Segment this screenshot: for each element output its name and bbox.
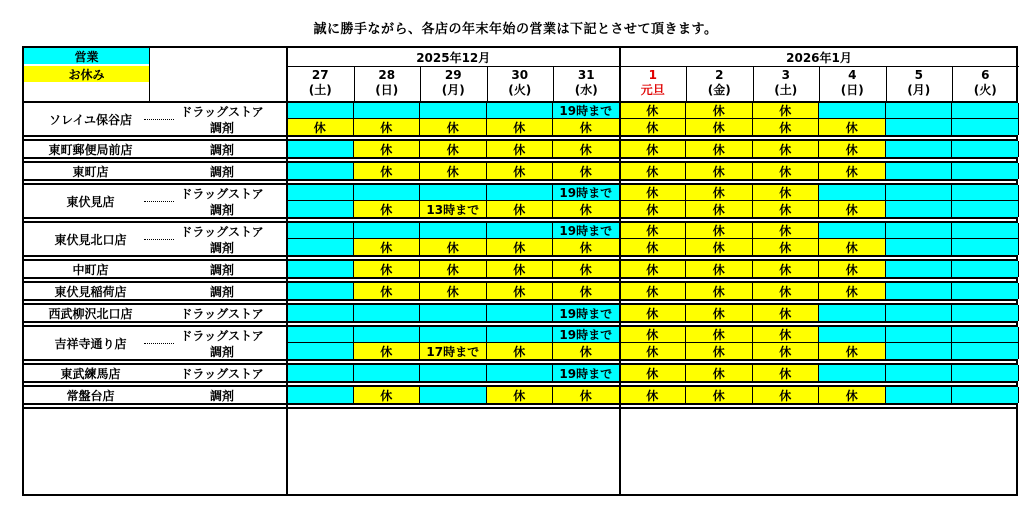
closed-cell: 休 — [553, 163, 620, 179]
open-cell — [487, 327, 554, 343]
store-name: 東伏見稲荷店 — [54, 284, 127, 299]
store-name: 吉祥寺通り店 — [54, 336, 127, 351]
day-header — [886, 66, 953, 100]
open-cell — [287, 365, 354, 381]
open-cell — [287, 305, 354, 321]
open-cell — [354, 223, 421, 239]
day-header — [420, 66, 487, 100]
closed-cell: 休 — [753, 103, 820, 119]
store-name: 東武練馬店 — [60, 366, 121, 381]
day-of-week: (火) — [973, 83, 997, 97]
open-cell — [952, 201, 1019, 217]
open-cell — [287, 261, 354, 277]
open-cell — [952, 387, 1019, 403]
closed-cell: 休 — [686, 305, 753, 321]
column-divider — [354, 66, 355, 101]
store-name: 東町店 — [72, 164, 109, 179]
month-header: 2026年1月 — [786, 50, 852, 65]
department-label: 調剤 — [209, 284, 234, 299]
column-divider — [886, 66, 887, 101]
hours-cell: 19時まで — [553, 327, 620, 343]
day-of-week: (土) — [774, 83, 798, 97]
closed-cell: 休 — [753, 343, 820, 359]
schedule-table — [22, 46, 1018, 496]
open-cell — [819, 103, 886, 119]
open-cell — [420, 185, 487, 201]
closed-cell: 休 — [753, 185, 820, 201]
store-name: 東伏見北口店 — [54, 232, 127, 247]
open-cell — [287, 343, 354, 359]
row-separator — [24, 403, 1016, 409]
closed-cell: 休 — [620, 119, 687, 135]
closed-cell: 休 — [487, 163, 554, 179]
open-cell — [420, 103, 487, 119]
closed-cell: 休 — [753, 119, 820, 135]
closed-cell: 休 — [686, 223, 753, 239]
open-cell — [886, 119, 953, 135]
column-divider — [487, 66, 488, 101]
closed-cell: 休 — [553, 387, 620, 403]
closed-cell: 休 — [553, 119, 620, 135]
closed-cell: 休 — [753, 305, 820, 321]
column-divider — [952, 66, 953, 101]
closed-cell: 休 — [420, 239, 487, 255]
closed-cell: 休 — [686, 327, 753, 343]
open-cell — [287, 387, 354, 403]
closed-cell: 休 — [819, 141, 886, 157]
hours-cell: 13時まで — [420, 201, 487, 217]
open-cell — [287, 141, 354, 157]
department-label: 調剤 — [209, 262, 234, 277]
closed-cell: 休 — [686, 185, 753, 201]
closed-cell: 休 — [487, 261, 554, 277]
closed-cell: 休 — [819, 239, 886, 255]
closed-cell: 休 — [620, 239, 687, 255]
closed-cell: 休 — [487, 239, 554, 255]
closed-cell: 休 — [753, 239, 820, 255]
open-cell — [420, 365, 487, 381]
closed-cell: 休 — [686, 163, 753, 179]
department-label: ドラッグストア — [180, 224, 264, 239]
day-date: 2 — [715, 68, 724, 82]
department-label: 調剤 — [209, 142, 234, 157]
open-cell — [287, 283, 354, 299]
open-cell — [886, 283, 953, 299]
closed-cell: 休 — [686, 103, 753, 119]
closed-cell: 休 — [354, 239, 421, 255]
closed-cell: 休 — [420, 283, 487, 299]
open-cell — [354, 365, 421, 381]
department-label: 調剤 — [209, 240, 234, 255]
closed-cell: 休 — [753, 327, 820, 343]
store-name: ソレイユ保谷店 — [49, 112, 132, 127]
open-cell — [287, 103, 354, 119]
closed-cell: 休 — [553, 201, 620, 217]
closed-cell: 休 — [487, 387, 554, 403]
store-name: 東伏見店 — [66, 194, 115, 209]
department-label: 調剤 — [209, 120, 234, 135]
closed-cell: 休 — [819, 283, 886, 299]
closed-cell: 休 — [686, 343, 753, 359]
hours-cell: 19時まで — [553, 305, 620, 321]
closed-cell: 休 — [354, 387, 421, 403]
open-cell — [420, 387, 487, 403]
column-divider — [753, 66, 754, 101]
day-date: 3 — [781, 68, 790, 82]
open-cell — [886, 365, 953, 381]
closed-cell: 休 — [753, 201, 820, 217]
column-divider — [286, 48, 288, 494]
legend-closed: お休み — [24, 66, 149, 82]
open-cell — [952, 305, 1019, 321]
closed-cell: 休 — [753, 223, 820, 239]
closed-cell: 休 — [620, 103, 687, 119]
open-cell — [952, 239, 1019, 255]
day-header — [686, 66, 753, 100]
open-cell — [819, 365, 886, 381]
day-of-week: (日) — [375, 83, 399, 97]
open-cell — [487, 365, 554, 381]
closed-cell: 休 — [354, 201, 421, 217]
closed-cell: 休 — [287, 119, 354, 135]
hours-cell: 19時まで — [553, 185, 620, 201]
closed-cell: 休 — [686, 387, 753, 403]
open-cell — [287, 163, 354, 179]
open-cell — [354, 327, 421, 343]
closed-cell: 休 — [819, 119, 886, 135]
open-cell — [354, 305, 421, 321]
column-divider — [686, 66, 687, 101]
open-cell — [487, 103, 554, 119]
closed-cell: 休 — [620, 141, 687, 157]
open-cell — [886, 387, 953, 403]
open-cell — [420, 223, 487, 239]
open-cell — [952, 163, 1019, 179]
open-cell — [952, 141, 1019, 157]
day-header — [753, 66, 820, 100]
open-cell — [819, 305, 886, 321]
open-cell — [287, 223, 354, 239]
closed-cell: 休 — [620, 305, 687, 321]
hours-cell: 19時まで — [553, 103, 620, 119]
closed-cell: 休 — [686, 201, 753, 217]
department-label: 調剤 — [209, 344, 234, 359]
department-label: ドラッグストア — [180, 186, 264, 201]
open-cell — [420, 327, 487, 343]
closed-cell: 休 — [620, 343, 687, 359]
department-label: ドラッグストア — [180, 104, 264, 119]
department-label: 調剤 — [209, 388, 234, 403]
day-date: 1 — [648, 68, 657, 82]
hours-cell: 17時まで — [420, 343, 487, 359]
closed-cell: 休 — [753, 365, 820, 381]
closed-cell: 休 — [753, 141, 820, 157]
open-cell — [287, 327, 354, 343]
open-cell — [886, 343, 953, 359]
open-cell — [287, 185, 354, 201]
open-cell — [952, 223, 1019, 239]
closed-cell: 休 — [819, 261, 886, 277]
hours-cell: 19時まで — [553, 365, 620, 381]
day-date: 31 — [577, 68, 595, 82]
open-cell — [886, 185, 953, 201]
closed-cell: 休 — [553, 343, 620, 359]
open-cell — [420, 305, 487, 321]
closed-cell: 休 — [686, 283, 753, 299]
open-cell — [886, 103, 953, 119]
open-cell — [487, 305, 554, 321]
open-cell — [354, 185, 421, 201]
column-divider — [819, 66, 820, 101]
closed-cell: 休 — [487, 201, 554, 217]
closed-cell: 休 — [553, 261, 620, 277]
column-divider — [420, 66, 421, 101]
closed-cell: 休 — [354, 141, 421, 157]
day-date: 4 — [848, 68, 857, 82]
day-header — [620, 66, 687, 100]
open-cell — [819, 223, 886, 239]
month-divider-v — [619, 48, 621, 494]
closed-cell: 休 — [753, 387, 820, 403]
closed-cell: 休 — [420, 119, 487, 135]
closed-cell: 休 — [420, 141, 487, 157]
closed-cell: 休 — [686, 365, 753, 381]
closed-cell: 休 — [753, 261, 820, 277]
day-date: 6 — [981, 68, 990, 82]
open-cell — [952, 343, 1019, 359]
open-cell — [886, 327, 953, 343]
closed-cell: 休 — [420, 261, 487, 277]
open-cell — [952, 119, 1019, 135]
column-divider — [149, 48, 150, 101]
closed-cell: 休 — [686, 239, 753, 255]
day-date: 30 — [511, 68, 529, 82]
day-date: 27 — [311, 68, 329, 82]
open-cell — [886, 141, 953, 157]
open-cell — [886, 201, 953, 217]
closed-cell: 休 — [620, 185, 687, 201]
closed-cell: 休 — [420, 163, 487, 179]
closed-cell: 休 — [620, 387, 687, 403]
closed-cell: 休 — [354, 163, 421, 179]
store-name: 中町店 — [72, 262, 109, 277]
day-of-week: (月) — [907, 83, 931, 97]
day-header — [819, 66, 886, 100]
store-name: 常盤台店 — [66, 388, 115, 403]
day-header — [487, 66, 554, 100]
page-title: 誠に勝手ながら、各店の年末年始の営業は下記とさせて頂きます。 — [313, 22, 718, 37]
day-date: 5 — [914, 68, 923, 82]
closed-cell: 休 — [487, 141, 554, 157]
department-label: ドラッグストア — [180, 328, 264, 343]
day-of-week: 元旦 — [640, 83, 665, 97]
closed-cell: 休 — [686, 261, 753, 277]
day-date: 28 — [378, 68, 396, 82]
closed-cell: 休 — [620, 223, 687, 239]
closed-cell: 休 — [620, 327, 687, 343]
open-cell — [487, 223, 554, 239]
department-label: ドラッグストア — [180, 366, 264, 381]
closed-cell: 休 — [819, 201, 886, 217]
closed-cell: 休 — [753, 163, 820, 179]
closed-cell: 休 — [553, 141, 620, 157]
closed-cell: 休 — [354, 119, 421, 135]
open-cell — [952, 103, 1019, 119]
closed-cell: 休 — [686, 119, 753, 135]
open-cell — [487, 185, 554, 201]
closed-cell: 休 — [620, 163, 687, 179]
closed-cell: 休 — [553, 283, 620, 299]
closed-cell: 休 — [620, 201, 687, 217]
open-cell — [354, 103, 421, 119]
closed-cell: 休 — [819, 343, 886, 359]
closed-cell: 休 — [354, 261, 421, 277]
closed-cell: 休 — [553, 239, 620, 255]
open-cell — [819, 327, 886, 343]
day-header — [287, 66, 354, 100]
closed-cell: 休 — [487, 119, 554, 135]
closed-cell: 休 — [686, 141, 753, 157]
day-header — [553, 66, 620, 100]
open-cell — [952, 327, 1019, 343]
legend-open: 営業 — [24, 48, 149, 64]
hours-cell: 19時まで — [553, 223, 620, 239]
closed-cell: 休 — [487, 343, 554, 359]
department-label: 調剤 — [209, 164, 234, 179]
closed-cell: 休 — [819, 387, 886, 403]
day-of-week: (水) — [574, 83, 598, 97]
store-name: 東町郵便局前店 — [48, 142, 133, 157]
closed-cell: 休 — [354, 343, 421, 359]
day-of-week: (日) — [840, 83, 864, 97]
month-header: 2025年12月 — [416, 50, 491, 65]
day-header — [354, 66, 421, 100]
open-cell — [886, 223, 953, 239]
open-cell — [886, 305, 953, 321]
department-label: 調剤 — [209, 202, 234, 217]
closed-cell: 休 — [620, 261, 687, 277]
open-cell — [886, 163, 953, 179]
closed-cell: 休 — [487, 283, 554, 299]
open-cell — [952, 185, 1019, 201]
closed-cell: 休 — [620, 365, 687, 381]
day-of-week: (火) — [508, 83, 532, 97]
store-name: 西武柳沢北口店 — [48, 306, 133, 321]
department-label: ドラッグストア — [180, 306, 264, 321]
open-cell — [952, 283, 1019, 299]
open-cell — [952, 365, 1019, 381]
open-cell — [819, 185, 886, 201]
closed-cell: 休 — [620, 283, 687, 299]
closed-cell: 休 — [354, 283, 421, 299]
open-cell — [287, 201, 354, 217]
closed-cell: 休 — [753, 283, 820, 299]
closed-cell: 休 — [819, 163, 886, 179]
day-of-week: (月) — [441, 83, 465, 97]
open-cell — [952, 261, 1019, 277]
open-cell — [886, 261, 953, 277]
open-cell — [287, 239, 354, 255]
open-cell — [886, 239, 953, 255]
day-of-week: (土) — [308, 83, 332, 97]
day-date: 29 — [444, 68, 462, 82]
column-divider — [553, 66, 554, 101]
day-header — [952, 66, 1019, 100]
day-of-week: (金) — [707, 83, 731, 97]
